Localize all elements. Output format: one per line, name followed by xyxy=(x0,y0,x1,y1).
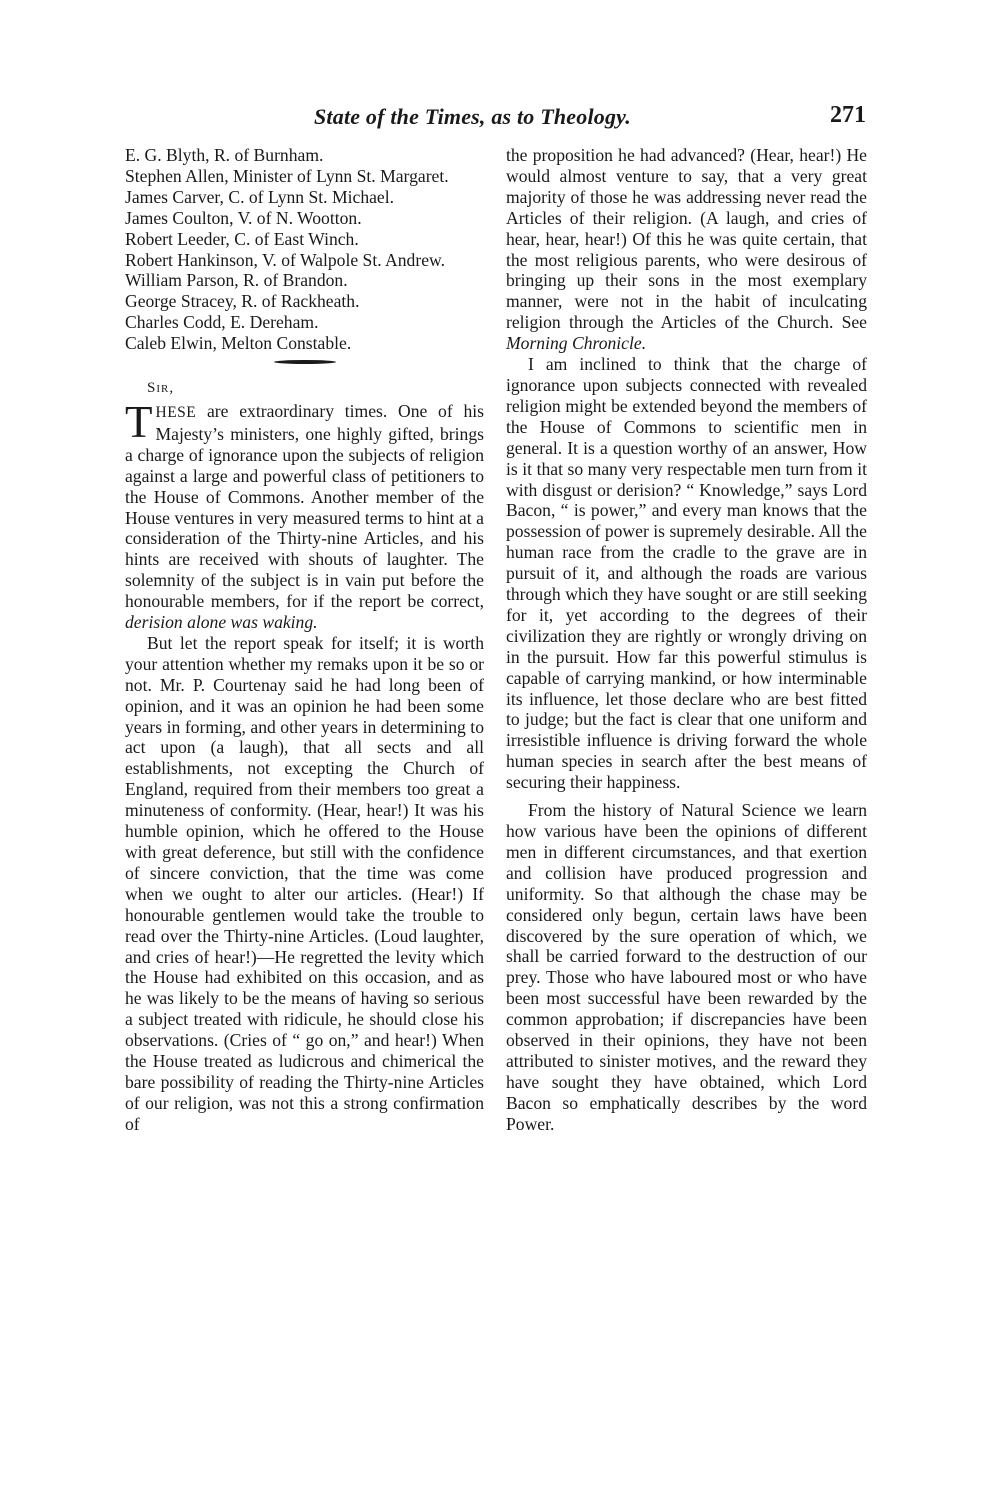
paragraph-text: the proposition he had advanced? (Hear, hear!) He would almost venture to say, that a very great majority of those he was addressing never read the Articles of their religion. (A laugh, and cries of hear, hear, hear!) Of this he was quite certain, that the most religious parents, who were desirous of bringing up their sons in the most exemplary manner, were not in the habit of inculcating religion through the Articles of the Church. See xyxy=(506,145,867,333)
signatory: Caleb Elwin, Melton Constable. xyxy=(125,333,352,354)
italic-phrase: derision alone was waking. xyxy=(125,612,318,633)
page-number: 271 xyxy=(830,102,866,128)
opening-caps: HESE xyxy=(155,403,197,421)
signatory: E. G. Blyth, R. of Burnham. xyxy=(125,145,324,165)
right-column xyxy=(506,145,867,1135)
drop-cap: T xyxy=(125,396,153,447)
page-header xyxy=(300,100,880,136)
signatory: William Parson, R. of Brandon. xyxy=(125,270,348,291)
signatory-list xyxy=(125,145,484,354)
source-citation: Morning Chronicle. xyxy=(506,333,647,354)
signatory: Stephen Allen, Minister of Lynn St. Margaret. xyxy=(125,165,449,186)
paragraph: I am inclined to think that the charge of ignorance upon subjects connected with revealed religion might be extended beyond the members of the House of Commons to scientific men in general. It is a question worthy of an answer, How is it that so many very respectable men turn from it with disgust or derision? “ Knowledge,” says Lord Bacon, “ is power,” and every man knows that the possession of power is supremely desirable. All the human race from the cradle to the grave are in pursuit of it, and although the roads are various through which they have sought or are still seeking for it, yet according to the degrees of their civilization they are rightly or wrongly driving on in the pursuit. How far this powerful stimulus is capable of carrying mankind, or how interminable its influence, let those declare who are best fitted to judge; but the fact is clear that one uniform and irresistible influence is driving forward the whole human species in search after the best means of securing their happiness. xyxy=(506,354,867,793)
continued-paragraph xyxy=(506,145,867,354)
signatory: James Carver, C. of Lynn St. Michael. xyxy=(125,186,395,207)
left-column xyxy=(125,145,484,1135)
section-divider xyxy=(274,360,336,364)
paragraph-text: are extraordinary times. One of his Majesty’s ministers, one highly gifted, brings a charge of ignorance upon the subjects of religion against a large and powerful class of petitioners to the House of Commons. Another member of the House ventures in very measured terms to hint at a consideration of the Thirty-nine Articles, and his hints are received with shouts of laughter. The solemnity of the subject is in vain put before the honourable members, for if the report be correct, xyxy=(125,400,484,612)
signatory: Robert Hankinson, V. of Walpole St. Andrew. xyxy=(125,249,445,270)
paragraph: But let the report speak for itself; it is worth your attention whether my remaks upon it be so or not. Mr. P. Courtenay said he had long been of opinion, and it was an opinion he had been some years in forming, and other years in determining to act upon (a laugh), that all sects and all establishments, not excepting the Church of England, required from their members too great a minuteness of conformity. (Hear, hear!) It was his humble opinion, which he offered to the House with great deference, but still with the confidence of sincere conviction, that the time was come when we ought to alter our articles. (Hear!) If honourable gentlemen would take the trouble to read over the Thirty-nine Articles. (Loud laughter, and cries of hear!)—He regretted the levity which the House had exhibited on this occasion, and as he was likely to be the means of having so serious a subject treated with ridicule, he should close his observations. (Cries of “ go on,” and hear!) When the House treated as ludicrous and chimerical the bare possibility of reading the Thirty-nine Articles of our religion, was not this a strong confirmation of xyxy=(125,632,484,1134)
running-title: State of the Times, as to Theology. xyxy=(314,104,632,129)
opening-paragraph xyxy=(125,396,484,633)
signatory: Robert Leeder, C. of East Winch. xyxy=(125,228,359,249)
paragraph: From the history of Natural Science we learn how various have been the opinions of different men in different circumstances, and that exertion and collision have produced progression and uniformity. So that although the chase may be considered only begun, certain laws have been discovered by the sure operation of which, we shall be carried forward to the destruction of our prey. Those who have laboured most or who have been most successful have been rewarded by the common approbation; if discrepancies have been observed in their opinions, they have not been attributed to sinister motives, and the reward they have sought they have obtained, which Lord Bacon so emphatically describes by the word Power. xyxy=(506,800,867,1134)
signatory: James Coulton, V. of N. Wootton. xyxy=(125,207,362,228)
salutation: Sir, xyxy=(147,380,175,397)
signatory: George Stracey, R. of Rackheath. xyxy=(125,291,360,312)
signatory: Charles Codd, E. Dereham. xyxy=(125,312,319,333)
